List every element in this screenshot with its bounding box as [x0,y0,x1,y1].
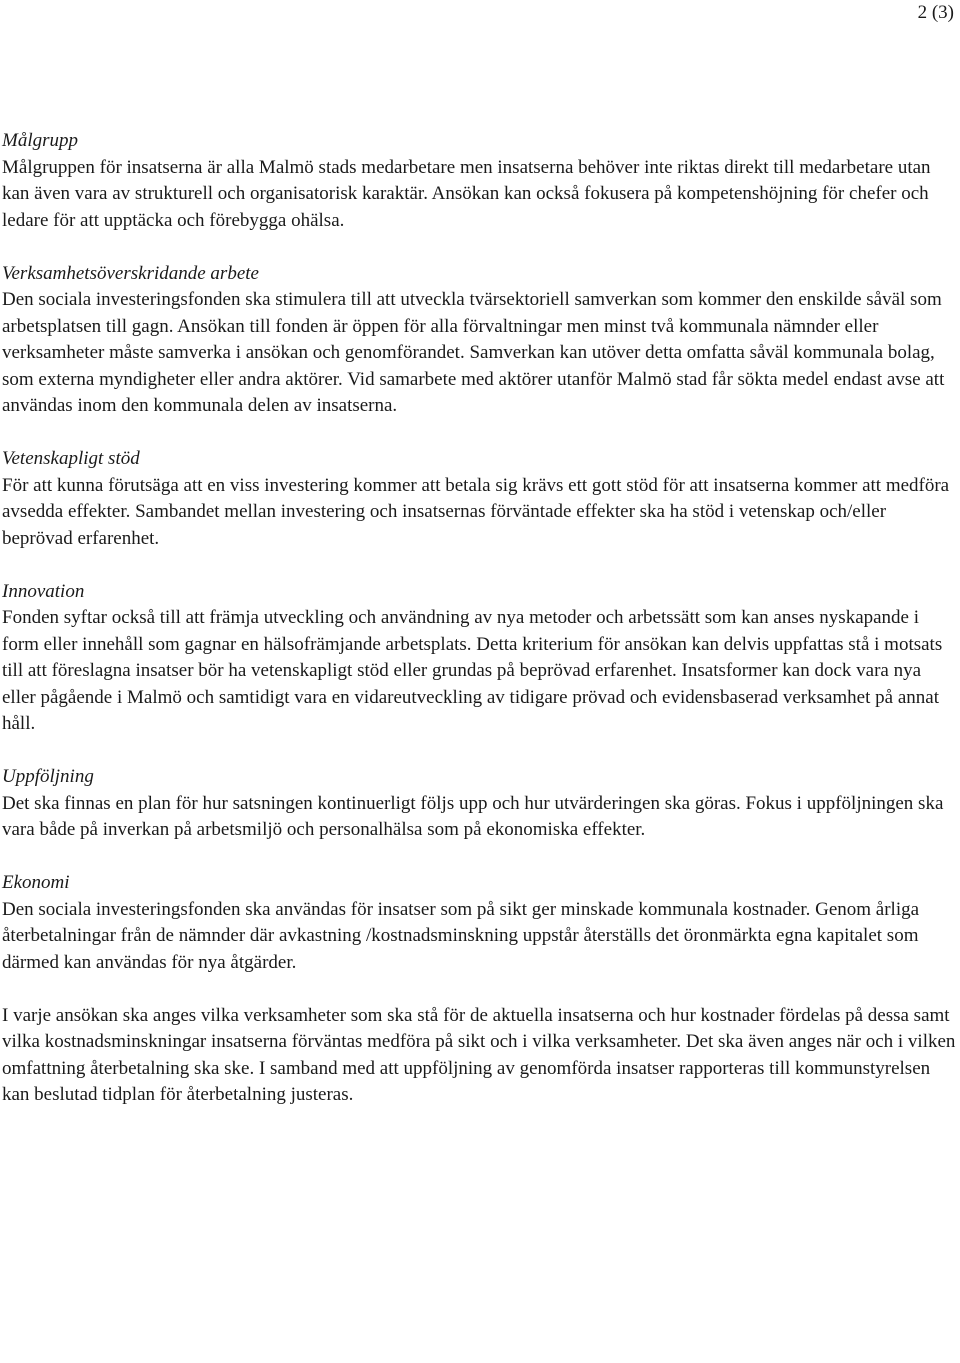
section-heading: Ekonomi [2,872,70,893]
section-heading: Vetenskapligt stöd [2,448,140,469]
section-vetenskapligt-stod [2,446,957,552]
section-heading: Uppföljning [2,766,94,787]
section-uppfoljning [2,764,957,844]
section-verksamhetsoverskridande-arbete [2,261,957,420]
section-body: Det ska finnas en plan för hur satsningen kontinuerligt följs upp och hur utvärderingen ska göras. Fokus i uppföljningen ska vara både på inverkan på arbetsmiljö och personalhälsa som på ekonomiska effekter. [2,792,944,840]
closing-paragraph: I varje ansökan ska anges vilka verksamheter som ska stå för de aktuella insatserna och hur kostnader fördelas på dessa samt vilka kostnadsminskningar insatserna förväntas medföra på sikt och i vilka verksamheter. Det ska även anges när och i vilken omfattning återbetalning ska ske. I samband med att uppföljning av genomförda insatser rapporteras till kommunstyrelsen kan beslutad tidplan för återbetalning justeras. [2,1004,956,1105]
section-body: Den sociala investeringsfonden ska stimulera till att utveckla tvärsektoriell samverkan som kommer den enskilde såväl som arbetsplatsen till gagn. Ansökan till fonden är öppen för alla förvaltningar men minst två kommunala nämnder eller verksamheter måste samverka i ansökan och genomförandet. Samverkan kan utöver detta omfatta såväl kommunala bolag, som externa myndigheter eller andra aktörer. Vid samarbete med aktörer utanför Malmö stad får sökta medel endast avse att användas inom den kommunala delen av insatserna. [2,289,945,416]
section-ekonomi [2,870,957,976]
section-body: Fonden syftar också till att främja utveckling och användning av nya metoder och arbetssätt som kan anses nyskapande i form eller innehåll som gagnar en hälsofrämjande arbetsplats. Detta kriterium för ansökan kan delvis uppfattas stå i motsats till att föreslagna insatser bör ha vetenskapligt stöd eller grundas på beprövad erfarenhet. Insatsformer kan dock vara nya eller pågående i Malmö och samtidigt vara en vidareutveckling av tidigare prövad och evidensbaserad verksamhet på annat håll. [2,607,943,734]
section-malgrupp [2,128,957,234]
section-body: För att kunna förutsäga att en viss investering kommer att betala sig krävs ett gott stöd för att insatserna kommer att medföra avsedda effekter. Sambandet mellan investering och insatsernas förväntade effekter ska ha stöd i vetenskap och/eller beprövad erfarenhet. [2,474,950,549]
section-heading: Målgrupp [2,130,78,151]
section-heading: Innovation [2,580,85,602]
document-body [2,128,957,1109]
section-body: Målgruppen för insatserna är alla Malmö stads medarbetare men insatserna behöver inte riktas direkt till medarbetare utan kan även vara av strukturell och organisatorisk karaktär. Ansökan kan också fokusera på kompetenshöjning för chefer och ledare för att upptäcka och förebygga ohälsa. [2,156,931,231]
section-heading: Verksamhetsöverskridande arbete [2,262,259,284]
section-body: Den sociala investeringsfonden ska användas för insatser som på sikt ger minskade kommunala kostnader. Genom årliga återbetalningar från de nämnder där avkastning /kostnadsminskning uppstår återställs det öronmärkta egna kapitalet som därmed kan användas för nya åtgärder. [2,898,920,973]
page-number: 2 (3) [917,2,954,23]
section-innovation [2,579,957,738]
